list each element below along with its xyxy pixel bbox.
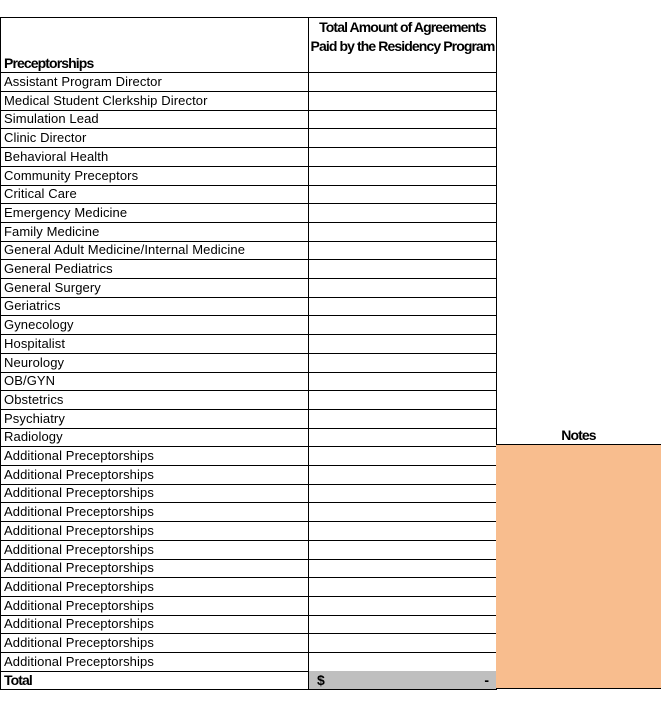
preceptorship-label: Additional Preceptorships xyxy=(0,634,309,653)
amount-input-cell[interactable] xyxy=(308,279,497,298)
notes-field[interactable] xyxy=(496,445,661,689)
preceptorship-label: Geriatrics xyxy=(0,297,309,316)
preceptorships-column-header xyxy=(0,17,309,73)
preceptorship-label: Gynecology xyxy=(0,316,309,335)
amount-input-cell[interactable] xyxy=(308,241,497,260)
preceptorship-label: Additional Preceptorships xyxy=(0,503,309,522)
amount-input-cell[interactable] xyxy=(308,167,497,186)
amount-input-cell[interactable] xyxy=(308,110,497,129)
amount-input-cell[interactable] xyxy=(308,484,497,503)
preceptorship-label: Additional Preceptorships xyxy=(0,653,309,672)
preceptorship-label: Assistant Program Director xyxy=(0,73,309,92)
preceptorship-label: Family Medicine xyxy=(0,223,309,242)
amount-input-cell[interactable] xyxy=(308,204,497,223)
amount-input-cell[interactable] xyxy=(308,354,497,373)
preceptorship-label: Medical Student Clerkship Director xyxy=(0,92,309,111)
amount-input-cell[interactable] xyxy=(308,335,497,354)
total-label: Total xyxy=(0,671,309,690)
preceptorship-label: General Surgery xyxy=(0,279,309,298)
preceptorship-label: Emergency Medicine xyxy=(0,204,309,223)
amount-input-cell[interactable] xyxy=(308,541,497,560)
amount-input-cell[interactable] xyxy=(308,223,497,242)
preceptorship-label: Critical Care xyxy=(0,185,309,204)
amount-input-cell[interactable] xyxy=(308,148,497,167)
preceptorship-label: Simulation Lead xyxy=(0,110,309,129)
preceptorship-label: General Pediatrics xyxy=(0,260,309,279)
preceptorship-label: General Adult Medicine/Internal Medicine xyxy=(0,241,309,260)
amount-input-cell[interactable] xyxy=(308,559,497,578)
amount-input-cell[interactable] xyxy=(308,185,497,204)
preceptorship-label: Additional Preceptorships xyxy=(0,541,309,560)
amount-input-cell[interactable] xyxy=(308,522,497,541)
notes-header: Notes xyxy=(496,426,661,445)
amount-input-cell[interactable] xyxy=(308,447,497,466)
amount-input-cell[interactable] xyxy=(308,92,497,111)
amount-input-cell[interactable] xyxy=(308,428,497,447)
preceptorship-label: Hospitalist xyxy=(0,335,309,354)
amount-input-cell[interactable] xyxy=(308,634,497,653)
total-currency: $ xyxy=(317,672,325,689)
amount-input-cell[interactable] xyxy=(308,73,497,92)
preceptorship-label: OB/GYN xyxy=(0,372,309,391)
amount-input-cell[interactable] xyxy=(308,260,497,279)
amount-input-cell[interactable] xyxy=(308,578,497,597)
preceptorship-label: Additional Preceptorships xyxy=(0,578,309,597)
preceptorship-label: Additional Preceptorships xyxy=(0,466,309,485)
preceptorship-label: Community Preceptors xyxy=(0,167,309,186)
total-amount-cell xyxy=(308,671,497,690)
preceptorship-label: Clinic Director xyxy=(0,129,309,148)
preceptorship-label: Radiology xyxy=(0,428,309,447)
amount-input-cell[interactable] xyxy=(308,316,497,335)
preceptorship-label: Obstetrics xyxy=(0,391,309,410)
total-amount-column-header xyxy=(308,17,497,73)
amount-input-cell[interactable] xyxy=(308,503,497,522)
amount-input-cell[interactable] xyxy=(308,297,497,316)
preceptorship-label: Additional Preceptorships xyxy=(0,522,309,541)
preceptorship-label: Behavioral Health xyxy=(0,148,309,167)
preceptorship-label: Additional Preceptorships xyxy=(0,484,309,503)
amount-input-cell[interactable] xyxy=(308,466,497,485)
preceptorship-label: Psychiatry xyxy=(0,410,309,429)
amount-input-cell[interactable] xyxy=(308,372,497,391)
preceptorship-label: Additional Preceptorships xyxy=(0,447,309,466)
amount-input-cell[interactable] xyxy=(308,410,497,429)
total-amount: - xyxy=(484,672,489,689)
preceptorship-label: Additional Preceptorships xyxy=(0,597,309,616)
preceptorship-label: Additional Preceptorships xyxy=(0,559,309,578)
amount-input-cell[interactable] xyxy=(308,615,497,634)
preceptorships-header-label: Preceptorships xyxy=(4,55,94,71)
amount-input-cell[interactable] xyxy=(308,129,497,148)
preceptorship-label: Additional Preceptorships xyxy=(0,615,309,634)
amount-input-cell[interactable] xyxy=(308,597,497,616)
amount-input-cell[interactable] xyxy=(308,391,497,410)
preceptorship-label: Neurology xyxy=(0,354,309,373)
amount-input-cell[interactable] xyxy=(308,653,497,672)
total-amount-header-label: Total Amount of Agreements Paid by the Residency Program xyxy=(310,19,495,54)
